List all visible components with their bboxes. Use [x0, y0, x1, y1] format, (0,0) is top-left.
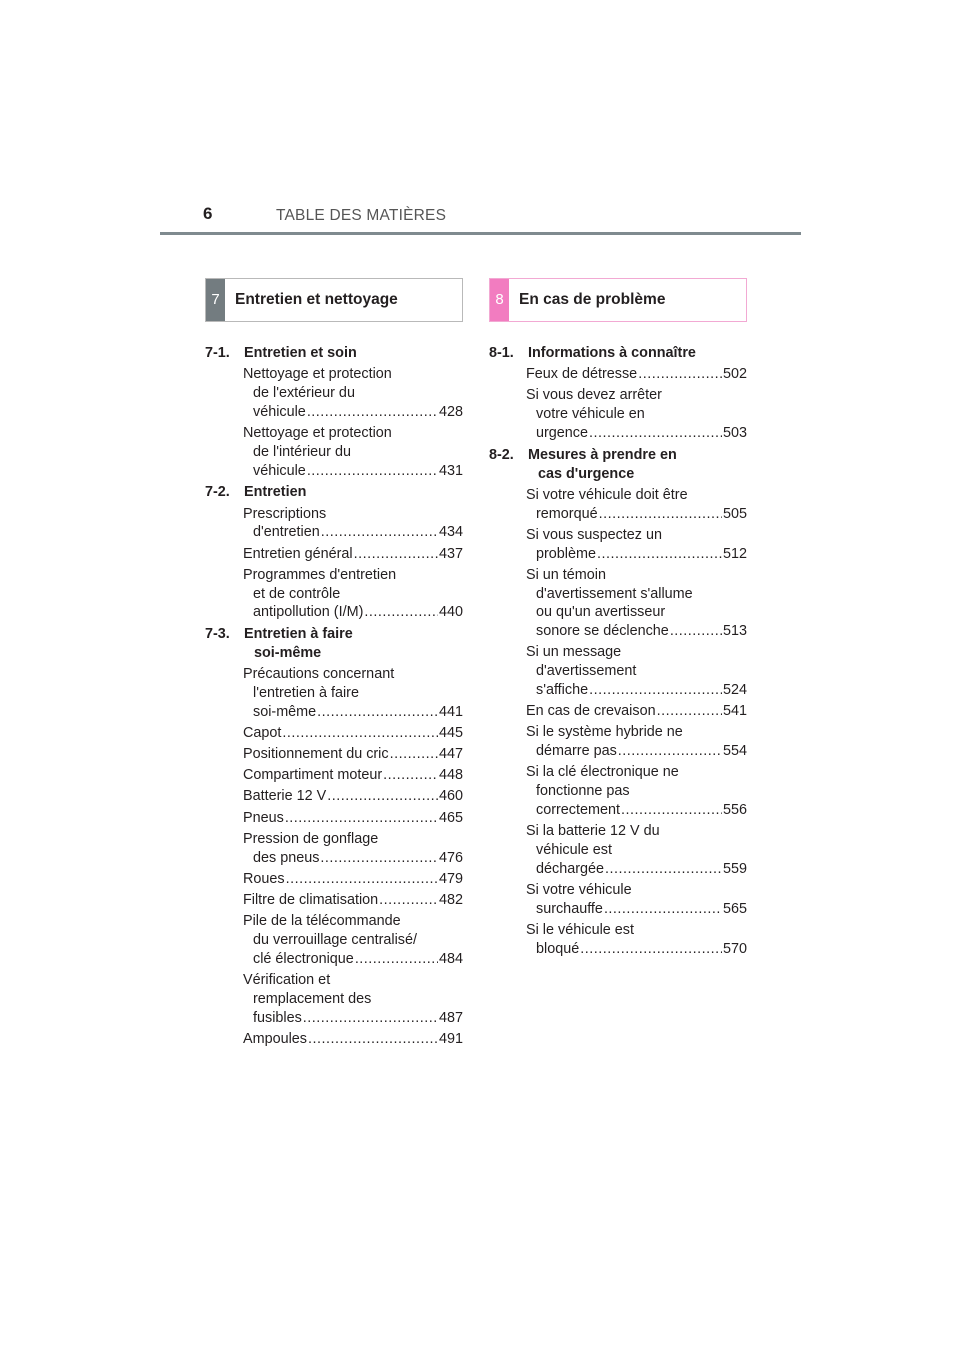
chapter-title: Entretien et nettoyage	[235, 290, 398, 308]
toc-page-number: 479	[438, 870, 463, 887]
toc-entry-text: problème	[536, 545, 596, 562]
toc-entry-text: urgence	[536, 424, 589, 441]
toc-entry[interactable]	[243, 1030, 463, 1049]
toc-page-number: 434	[438, 524, 463, 541]
toc-entry-text: de l'intérieur du	[253, 443, 351, 460]
toc-column-chapter-7	[205, 278, 463, 1049]
section-entries	[205, 665, 463, 1048]
toc-entry-text: Pneus	[243, 809, 284, 826]
dot-leader	[303, 1009, 438, 1028]
toc-entry-text: bloqué	[536, 940, 580, 957]
toc-entry-text: véhicule	[253, 462, 306, 479]
toc-entry-text: Si vous devez arrêter	[526, 387, 662, 404]
toc-entry-text: fonctionne pas	[536, 783, 630, 800]
toc-page-number: 487	[438, 1009, 463, 1026]
toc-entry-last-line	[526, 900, 747, 919]
toc-entry[interactable]	[243, 971, 463, 1027]
dot-leader	[618, 742, 722, 761]
toc-entry-text: véhicule	[253, 403, 306, 420]
section-title-line: Informations à connaître	[528, 345, 696, 361]
section-entries	[205, 365, 463, 480]
toc-entry-last-line	[526, 424, 747, 443]
section-title	[243, 483, 463, 502]
dot-leader	[321, 523, 438, 542]
toc-entry-last-line	[526, 940, 747, 959]
chapter-number-tab: 7	[206, 279, 225, 321]
toc-entry-last-line	[243, 724, 463, 743]
toc-entry[interactable]	[243, 912, 463, 968]
dot-leader	[604, 900, 722, 919]
page-title: TABLE DES MATIÈRES	[276, 207, 447, 224]
toc-page-number: 505	[722, 505, 747, 522]
toc-page-number: 440	[438, 604, 463, 621]
toc-entry-text: Si votre véhicule doit être	[526, 486, 688, 503]
toc-entry-text: Si un témoin	[526, 566, 606, 583]
toc-entry-text: Si vous suspectez un	[526, 526, 662, 543]
toc-entry-text: s'affiche	[536, 681, 589, 698]
toc-page-number: 428	[438, 403, 463, 420]
section-heading[interactable]	[205, 625, 463, 663]
toc-page-number: 502	[722, 366, 747, 383]
section-number: 7-3.	[205, 626, 230, 643]
toc-entry-text: Vérification et	[243, 971, 331, 988]
toc-entry-last-line	[526, 622, 747, 641]
toc-page-number: 513	[722, 623, 747, 640]
section-entries	[489, 486, 747, 959]
toc-entry[interactable]	[526, 486, 747, 524]
toc-entry-text: Entretien général	[243, 545, 353, 562]
toc-page-number: 503	[722, 424, 747, 441]
toc-entry-text: Si le système hybride ne	[526, 724, 683, 741]
toc-entry-last-line	[526, 801, 747, 820]
toc-entry-text: surchauffe	[536, 900, 603, 917]
section-title-line: Entretien	[244, 484, 307, 501]
toc-entry-text: antipollution (I/M)	[253, 604, 364, 621]
section-heading[interactable]	[489, 344, 747, 363]
toc-entry-text: Si le véhicule est	[526, 921, 634, 938]
toc-entry-text: l'entretien à faire	[253, 684, 359, 701]
toc-entry-last-line	[243, 603, 463, 622]
toc-entry-text: remorqué	[536, 505, 598, 522]
toc-entry-last-line	[526, 681, 747, 700]
toc-page-number: 441	[438, 703, 463, 720]
toc-page-number: 445	[438, 724, 463, 741]
dot-leader	[638, 365, 722, 384]
toc-page-number: 559	[722, 860, 747, 877]
dot-leader	[599, 505, 722, 524]
toc-entry-text: fusibles	[253, 1009, 302, 1026]
toc-entry[interactable]	[243, 724, 463, 743]
dot-leader	[307, 403, 438, 422]
section-number: 8-1.	[489, 345, 514, 361]
toc-entry-text: de l'extérieur du	[253, 384, 355, 401]
toc-entry[interactable]	[526, 921, 747, 959]
toc-entry-text: remplacement des	[253, 990, 372, 1007]
section-title-line: Entretien à faire	[244, 626, 353, 643]
toc-page-number: 431	[438, 462, 463, 479]
toc-entry-text: Ampoules	[243, 1030, 307, 1047]
section-title-line: cas d'urgence	[538, 465, 635, 482]
toc-entry-text: Prescriptions	[243, 505, 327, 522]
toc-entry[interactable]	[526, 643, 747, 699]
chapter-heading	[205, 278, 463, 322]
toc-page-number: 437	[438, 545, 463, 562]
toc-entry-text: votre véhicule en	[536, 406, 645, 423]
toc-entry[interactable]	[526, 881, 747, 919]
toc-page-number: 491	[438, 1030, 463, 1047]
toc-entry[interactable]	[526, 723, 747, 761]
toc-entry-text: Si la clé électronique ne	[526, 764, 679, 781]
toc-entry-text: des pneus	[253, 849, 320, 866]
toc-entry-text: déchargée	[536, 860, 605, 877]
toc-entry-last-line	[243, 523, 463, 542]
dot-leader	[355, 950, 438, 969]
toc-entry-text: Batterie 12 V	[243, 788, 327, 805]
toc-entry[interactable]	[243, 766, 463, 785]
toc-entry-text: Pression de gonflage	[243, 830, 379, 847]
chapter-heading	[489, 278, 747, 322]
toc-page-number: 476	[438, 849, 463, 866]
toc-column-chapter-8	[489, 278, 747, 958]
toc-entry-last-line	[526, 702, 747, 721]
section-title	[243, 625, 463, 663]
page-number: 6	[203, 204, 213, 223]
toc-entry[interactable]	[243, 424, 463, 480]
toc-entry-text: Feux de détresse	[526, 366, 638, 383]
toc-entry-text: Roues	[243, 870, 285, 887]
toc-page-number: 447	[438, 746, 463, 763]
toc-entry-text: du verrouillage centralisé/	[253, 931, 417, 948]
toc-entry[interactable]	[243, 365, 463, 421]
toc-entry-last-line	[243, 870, 463, 889]
toc-entry-text: Nettoyage et protection	[243, 424, 392, 441]
toc-entry[interactable]	[243, 830, 463, 868]
section-entries	[489, 365, 747, 443]
section-title	[527, 446, 747, 484]
toc-entry-last-line	[526, 505, 747, 524]
dot-leader	[580, 940, 722, 959]
toc-entry-text: ou qu'un avertisseur	[536, 604, 666, 621]
toc-entry-text: correctement	[536, 801, 620, 818]
toc-entry-text: Si la batterie 12 V du	[526, 823, 660, 840]
toc-page-number: 556	[722, 801, 747, 818]
dot-leader	[307, 462, 438, 481]
header-rule	[160, 232, 801, 235]
dot-leader	[286, 870, 438, 889]
toc-entry-text: Précautions concernant	[243, 666, 395, 683]
dot-leader	[364, 603, 438, 622]
toc-entry-last-line	[243, 1030, 463, 1049]
toc-entry-last-line	[243, 703, 463, 722]
dot-leader	[282, 724, 438, 743]
toc-entry-text: Compartiment moteur	[243, 767, 383, 784]
dot-leader	[605, 860, 722, 879]
section-number: 7-2.	[205, 484, 230, 501]
toc-entry-text: démarre pas	[536, 743, 617, 760]
toc-entry-last-line	[243, 545, 463, 564]
toc-entry-last-line	[243, 403, 463, 422]
toc-entry-text: En cas de crevaison	[526, 703, 656, 720]
toc-page-number: 554	[722, 743, 747, 760]
toc-entry-last-line	[243, 809, 463, 828]
dot-leader	[589, 681, 722, 700]
toc-entry[interactable]	[526, 763, 747, 819]
toc-entry[interactable]	[243, 745, 463, 764]
section-heading[interactable]	[205, 483, 463, 502]
toc-entry-text: Positionnement du cric	[243, 746, 389, 763]
dot-leader	[383, 766, 438, 785]
toc-entry-last-line	[243, 1009, 463, 1028]
toc-page-number: 448	[438, 767, 463, 784]
toc-entry-last-line	[243, 766, 463, 785]
section-entries	[205, 505, 463, 623]
section-title	[243, 344, 463, 363]
dot-leader	[657, 702, 722, 721]
toc-entry-text: Pile de la télécommande	[243, 913, 401, 930]
toc-entry-text: sonore se déclenche	[536, 623, 669, 640]
toc-entry[interactable]	[526, 365, 747, 384]
toc-entry[interactable]	[243, 566, 463, 622]
toc-entry-text: Programmes d'entretien	[243, 566, 397, 583]
toc-entry[interactable]	[243, 891, 463, 910]
dot-leader	[285, 809, 438, 828]
dot-leader	[621, 801, 722, 820]
toc-entry-text: Si votre véhicule	[526, 881, 632, 898]
dot-leader	[327, 787, 438, 806]
toc-page-number: 570	[722, 940, 747, 957]
dot-leader	[670, 622, 722, 641]
toc-entry-last-line	[526, 545, 747, 564]
toc-entry-last-line	[526, 365, 747, 384]
toc-entry[interactable]	[243, 870, 463, 889]
chapter-title: En cas de problème	[519, 290, 666, 308]
toc-entry[interactable]	[243, 809, 463, 828]
section-heading[interactable]	[489, 446, 747, 484]
toc-entry-last-line	[243, 462, 463, 481]
section-heading[interactable]	[205, 344, 463, 363]
toc-entry-text: Si un message	[526, 644, 622, 661]
toc-page-number: 482	[438, 891, 463, 908]
dot-leader	[354, 545, 438, 564]
toc-entry[interactable]	[243, 505, 463, 543]
toc-entry-last-line	[243, 849, 463, 868]
toc-entry-text: d'avertissement s'allume	[536, 585, 693, 602]
toc-entry[interactable]	[526, 702, 747, 721]
section-number: 7-1.	[205, 345, 230, 361]
toc-page-number: 565	[722, 900, 747, 917]
toc-entry[interactable]	[526, 386, 747, 442]
toc-entry-last-line	[243, 787, 463, 806]
toc-entry-text: et de contrôle	[253, 585, 341, 602]
section-title-line: Entretien et soin	[244, 345, 357, 361]
toc-entry-last-line	[243, 745, 463, 764]
toc-entry[interactable]	[526, 822, 747, 878]
toc-entry-text: Filtre de climatisation	[243, 891, 379, 908]
section-title-line: soi-même	[254, 644, 322, 661]
toc-page-number: 541	[722, 703, 747, 720]
dot-leader	[317, 703, 438, 722]
section-title	[527, 344, 747, 363]
dot-leader	[390, 745, 438, 764]
toc-entry[interactable]	[243, 545, 463, 564]
toc-entry[interactable]	[526, 566, 747, 641]
toc-entry-text: Nettoyage et protection	[243, 366, 392, 383]
toc-entry[interactable]	[526, 526, 747, 564]
toc-entry-text: Capot	[243, 724, 282, 741]
dot-leader	[589, 424, 722, 443]
toc-entry-last-line	[526, 742, 747, 761]
toc-page-number: 484	[438, 950, 463, 967]
section-number: 8-2.	[489, 446, 514, 463]
toc-entry-last-line	[243, 891, 463, 910]
dot-leader	[320, 849, 438, 868]
chapter-number-tab: 8	[490, 279, 509, 321]
toc-page-number: 512	[722, 545, 747, 562]
toc-page-number: 465	[438, 809, 463, 826]
toc-page-number: 524	[722, 681, 747, 698]
dot-leader	[597, 545, 722, 564]
toc-entry-last-line	[526, 860, 747, 879]
dot-leader	[308, 1030, 438, 1049]
dot-leader	[379, 891, 438, 910]
toc-entry[interactable]	[243, 665, 463, 721]
toc-entry-text: clé électronique	[253, 950, 354, 967]
toc-entry-text: véhicule est	[536, 841, 612, 858]
toc-entry[interactable]	[243, 787, 463, 806]
toc-entry-text: d'entretien	[253, 524, 320, 541]
section-title-line: Mesures à prendre en	[528, 446, 677, 463]
toc-entry-text: soi-même	[253, 703, 317, 720]
toc-entry-last-line	[243, 950, 463, 969]
toc-entry-text: d'avertissement	[536, 663, 637, 680]
toc-page-number: 460	[438, 788, 463, 805]
